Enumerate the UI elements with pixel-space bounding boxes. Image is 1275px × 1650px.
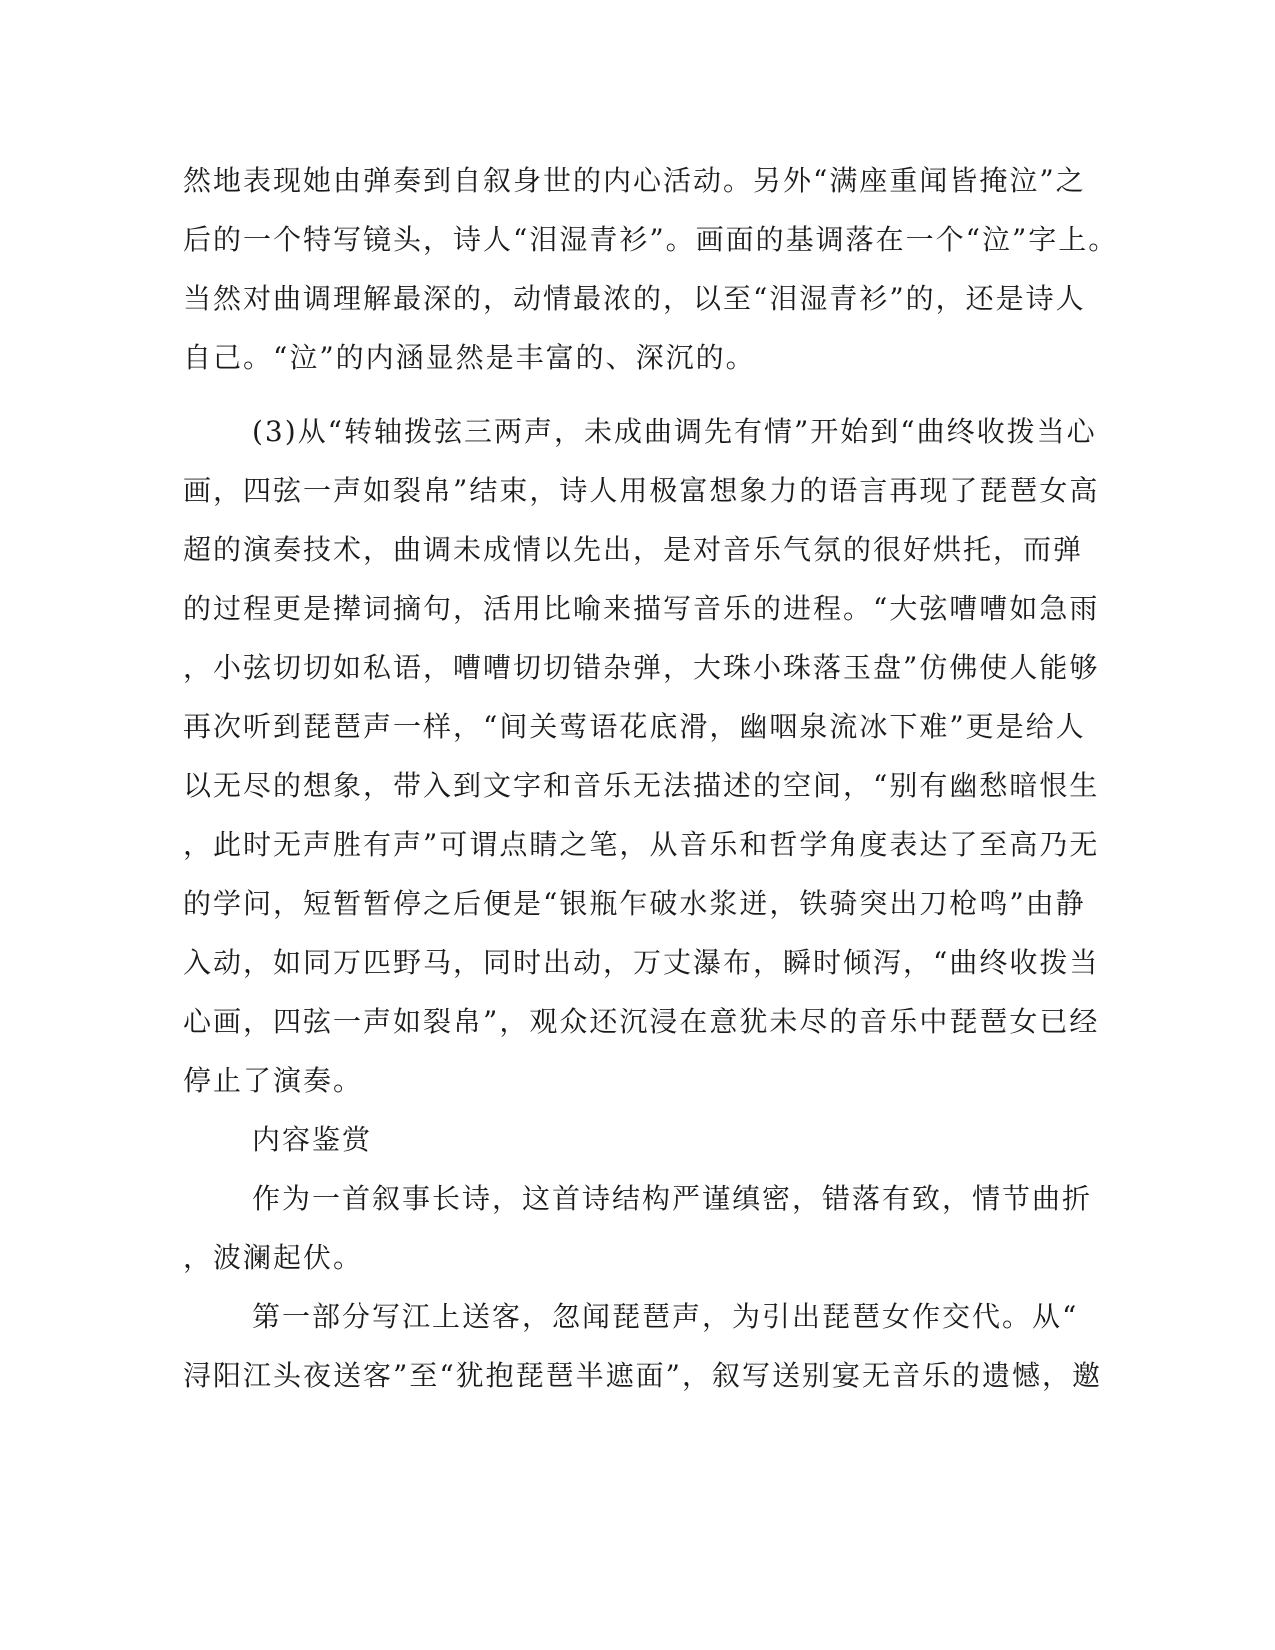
text-line: 入动，如同万匹野马，同时出动，万丈瀑布，瞬时倾泻，“曲终收拨当 [183,946,1100,979]
text-line: 的学问，短暂暂停之后便是“银瓶乍破水浆迸，铁骑突出刀枪鸣”由静 [183,887,1086,920]
text-line: ，此时无声胜有声”可谓点睛之笔，从音乐和哲学角度表达了至高乃无 [183,828,1100,861]
text-line: 第一部分写江上送客，忽闻琵琶声，为引出琵琶女作交代。从“ [252,1300,1079,1333]
text-line: 然地表现她由弹奏到自叙身世的内心活动。另外“满座重闻皆掩泣”之 [183,164,1086,197]
text-line: 作为一首叙事长诗，这首诗结构严谨缜密，错落有致，情节曲折 [252,1182,1093,1215]
text-line: (3)从“转轴拨弦三两声，未成曲调先有情”开始到“曲终收拨当心 [252,415,1097,448]
text-line: 停止了演奏。 [183,1064,364,1097]
text-line: 以无尽的想象，带入到文字和音乐无法描述的空间，“别有幽愁暗恨生 [183,769,1100,802]
text-line: 当然对曲调理解最深的，动情最浓的，以至“泪湿青衫”的，还是诗人 [183,282,1086,315]
text-line: 自己。“泣”的内涵显然是丰富的、深沉的。 [183,341,756,374]
section-heading: 内容鉴赏 [252,1123,373,1156]
text-line: ，波澜起伏。 [183,1241,364,1274]
text-line: 画，四弦一声如裂帛”结束，诗人用极富想象力的语言再现了琵琶女高 [183,474,1100,507]
text-line: 的过程更是撵词摘句，活用比喻来描写音乐的进程。“大弦嘈嘈如急雨 [183,592,1100,625]
text-line: ，小弦切切如私语，嘈嘈切切错杂弹，大珠小珠落玉盘”仿佛使人能够 [183,651,1100,684]
text-line: 浔阳江头夜送客”至“犹抱琵琶半遮面”，叙写送别宴无音乐的遗憾，邀 [183,1359,1102,1392]
text-line: 再次听到琵琶声一样，“间关莺语花底滑，幽咽泉流冰下难”更是给人 [183,710,1086,743]
text-line: 超的演奏技术，曲调未成情以先出，是对音乐气氛的很好烘托，而弹 [183,533,1084,566]
text-line: 心画，四弦一声如裂帛”，观众还沉浸在意犹未尽的音乐中琵琶女已经 [183,1005,1100,1038]
text-line: 后的一个特写镜头，诗人“泪湿青衫”。画面的基调落在一个“泣”字上。 [183,223,1119,256]
